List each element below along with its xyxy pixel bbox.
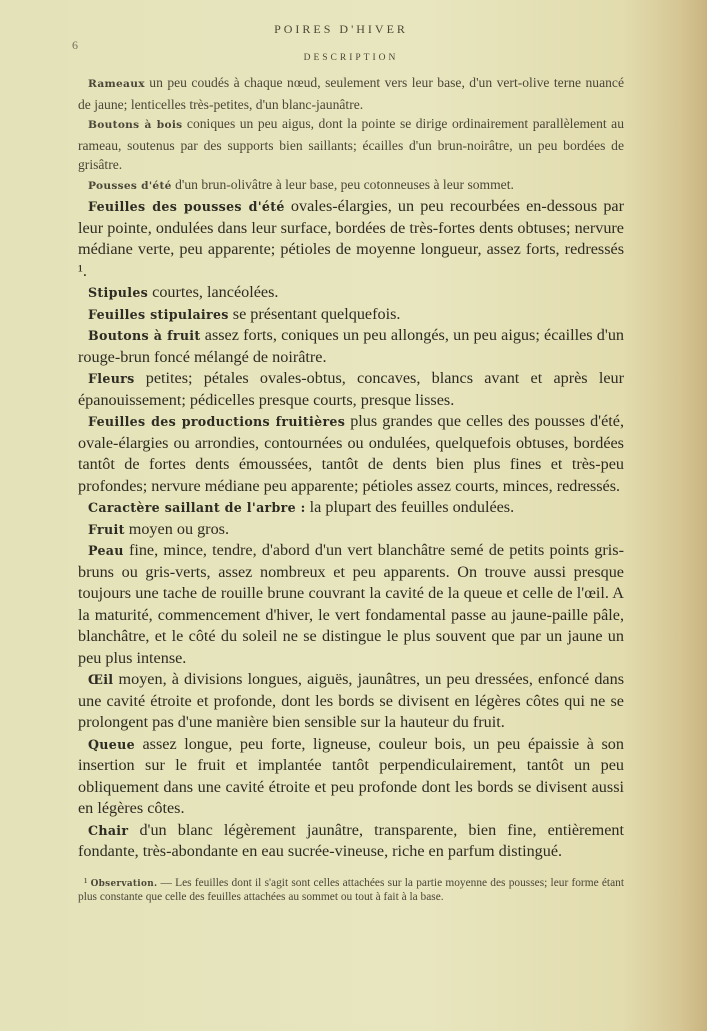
description-main xyxy=(78,196,624,863)
paragraph-term: Boutons à fruit xyxy=(88,328,201,343)
paragraph-term: Stipules xyxy=(88,285,149,300)
description-paragraph xyxy=(78,114,624,175)
paragraph-text: fine, mince, tendre, d'abord d'un vert blanchâtre semé de petits points gris-bruns ou gris-verts, assez nombreux et peu apparents. On trouve aussi presque toujours une tache de rouille brune couvrant la cavité de la queue et celle de l'œil. A la maturité, commencement d'hiver, le vert fondamental passe au jaune-paille pâle, blanchâtre, et le côté du soleil ne se distingue le plus souvent que par un jaune un peu plus intense. xyxy=(78,541,624,667)
paragraph-term: Feuilles stipulaires xyxy=(88,306,229,322)
description-paragraph xyxy=(78,669,624,734)
footnote-term: Observation. xyxy=(90,878,158,889)
paragraph-term: Rameaux xyxy=(88,78,145,90)
paragraph-term: Boutons à bois xyxy=(88,119,183,131)
paragraph-text: la plupart des feuilles ondulées. xyxy=(305,498,515,516)
paragraph-term: Œil xyxy=(88,672,114,687)
footnote-marker: ¹ xyxy=(84,876,88,889)
paragraph-text: coniques un peu aigus, dont la pointe se dirige ordinairement parallèlement au rameau, soutenus par des supports bien saillants; écailles d'un brun-noirâtre, un peu bordées de grisâtre. xyxy=(78,116,624,172)
description-paragraph xyxy=(78,73,624,114)
description-paragraph xyxy=(78,282,624,304)
paragraph-text: se présentant quelquefois. xyxy=(228,304,401,323)
paragraph-term: Feuilles des pousses d'été xyxy=(88,199,285,214)
paragraph-term: Queue xyxy=(88,736,135,752)
paragraph-text: petites; pétales ovales-obtus, concaves, blancs avant et après leur épanouissement; pédicelles presque courts, presque lisses. xyxy=(78,369,624,409)
section-title: DESCRIPTION xyxy=(303,53,399,63)
paragraph-term: Pousses d'été xyxy=(88,179,172,192)
description-paragraph xyxy=(78,175,624,197)
paragraph-term: Fleurs xyxy=(88,371,135,386)
description-paragraph xyxy=(78,497,624,519)
description-paragraph xyxy=(78,368,624,411)
paragraph-text: moyen ou gros. xyxy=(124,519,230,538)
paragraph-text: courtes, lancéolées. xyxy=(148,283,279,301)
paragraph-text: d'un blanc légèrement jaunâtre, transparente, bien fine, entièrement fondante, très-abondante en eau sucrée-vineuse, riche en parfum distingué. xyxy=(78,820,624,860)
description-intro xyxy=(78,73,624,196)
running-head: POIRES D'HIVER xyxy=(274,22,408,36)
paragraph-term: Feuilles des productions fruitières xyxy=(88,414,346,429)
paragraph-text: assez forts, coniques un peu allongés, un peu aigus; écailles d'un rouge-brun foncé mélangé de noirâtre. xyxy=(78,326,625,366)
footnote xyxy=(78,877,624,905)
paragraph-text: un peu coudés à chaque nœud, seulement vers leur base, d'un vert-olive terne nuancé de jaune; lenticelles très-petites, d'un blanc-jaunâtre. xyxy=(78,75,624,112)
paragraph-term: Peau xyxy=(88,543,124,558)
paragraph-text: plus grandes que celles des pousses d'été, ovale-élargies ou arrondies, contournées ou ondulées, quelquefois obtuses, bordées tantôt de fortes dents émoussées, tantôt de dents bien plus fines et très-peu profondes; nervure médiane peu apparente; pétioles assez courts, minces, redressés. xyxy=(78,412,624,495)
description-paragraph xyxy=(78,540,624,669)
description-paragraph xyxy=(78,519,624,541)
description-paragraph xyxy=(78,411,624,497)
description-paragraph xyxy=(78,820,624,863)
paragraph-term: Fruit xyxy=(88,521,125,537)
description-paragraph xyxy=(78,325,624,368)
page-body xyxy=(78,22,624,905)
description-paragraph xyxy=(78,734,624,820)
paragraph-term: Chair xyxy=(88,822,129,838)
page-number: 6 xyxy=(72,38,78,52)
paragraph-text: moyen, à divisions longues, aiguës, jaunâtres, un peu dressées, enfoncé dans une cavité étroite et profonde, dont les bords se divisent en légères côtes qui ne se prolongent pas d'une manière bien sensible sur la hauteur du fruit. xyxy=(78,670,624,731)
paragraph-text: ovales-élargies, un peu recourbées en-dessous par leur pointe, ondulées dans leur surface, bordées de très-fortes dents obtuses; nervure médiane verte, peu apparente; pétioles de moyenne longueur, assez forts, redressés ¹. xyxy=(78,197,624,280)
paragraph-text: d'un brun-olivâtre à leur base, peu cotonneuses à leur sommet. xyxy=(171,176,514,192)
paragraph-text: assez longue, peu forte, ligneuse, couleur bois, un peu épaissie à son insertion sur le fruit et implantée tantôt perpendiculairement, tantôt un peu obliquement dans une cavité étroite et peu profonde dont les bords se divisent aussi en légères côtes. xyxy=(78,734,624,817)
description-paragraph xyxy=(78,304,624,326)
footnote-text: — Les feuilles dont il s'agit sont celles attachées sur la partie moyenne des pousses; leur forme étant plus constante que celle des feuilles attachées au sommet ou tout à fait à la base. xyxy=(78,876,624,903)
description-paragraph xyxy=(78,196,624,282)
paragraph-term: Caractère saillant de l'arbre : xyxy=(88,500,306,515)
